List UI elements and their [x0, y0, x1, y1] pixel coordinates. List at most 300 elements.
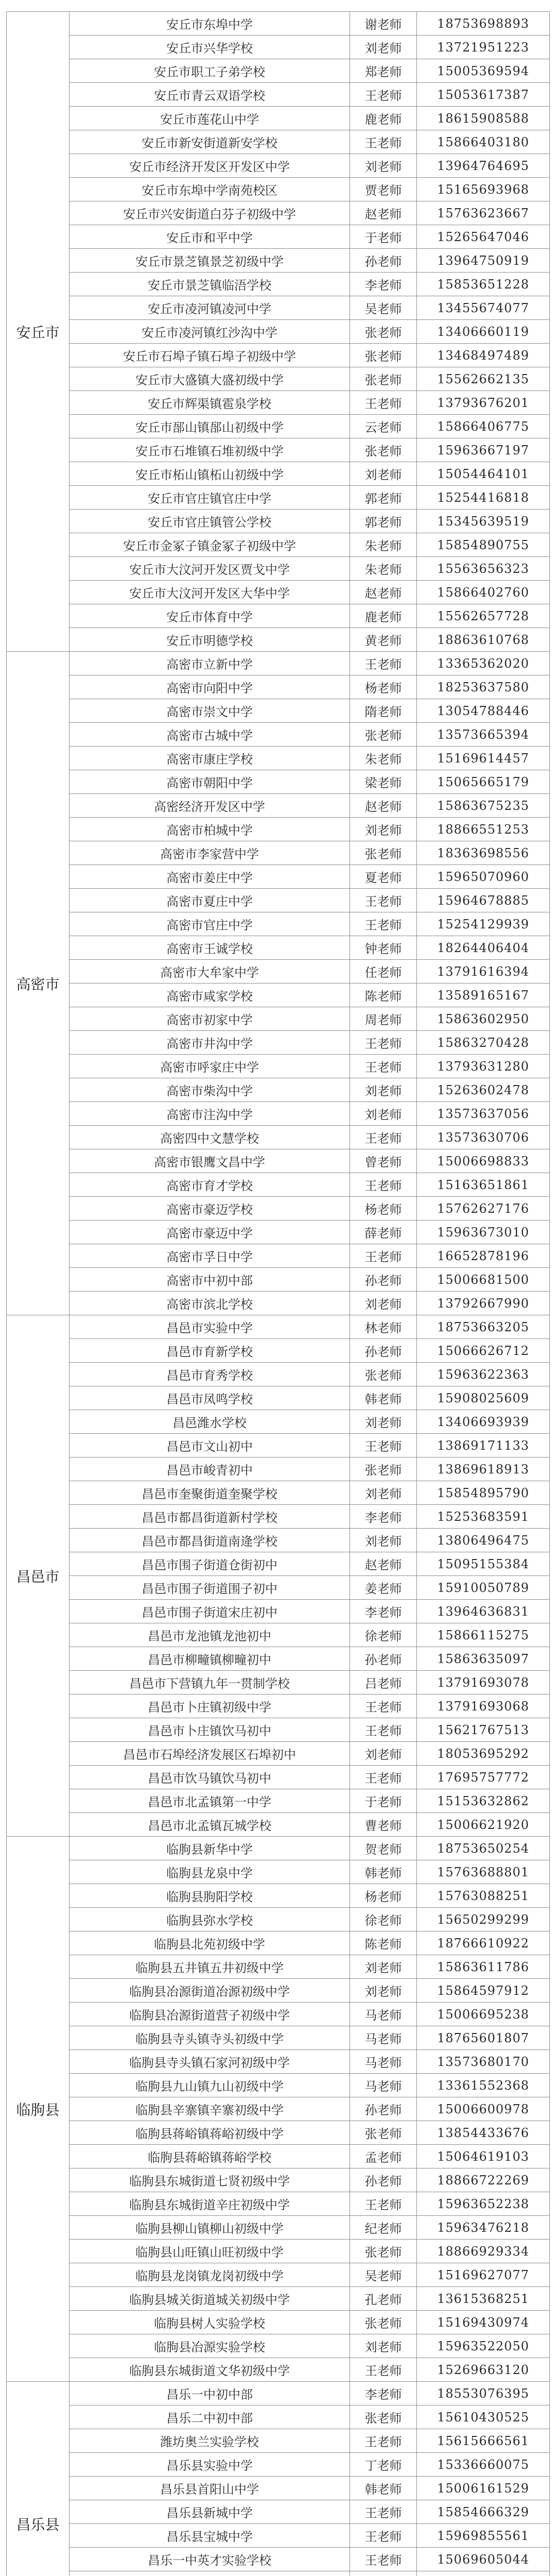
- school-name-cell: 昌邑市围子街道围子初中: [70, 1576, 350, 1599]
- teacher-name-cell: 王老师: [350, 2500, 417, 2523]
- table-row: [70, 249, 550, 273]
- school-name-cell: 安丘市辉渠镇雹泉学校: [70, 391, 350, 414]
- region-block: [7, 12, 550, 652]
- phone-number-cell: 15169430974: [417, 2311, 550, 2334]
- school-name-cell: 安丘市官庄镇官庄中学: [70, 486, 350, 509]
- table-row: [70, 1766, 550, 1789]
- teacher-name-cell: 张老师: [350, 438, 417, 462]
- phone-number-cell: 15269663120: [417, 2358, 550, 2381]
- phone-number-cell: 15006600978: [417, 2097, 550, 2121]
- phone-number-cell: 18264406404: [417, 936, 550, 959]
- school-name-cell: 昌邑市饮马镇饮马初中: [70, 1766, 350, 1789]
- region-rows: [70, 2382, 550, 2576]
- school-name-cell: 高密市朝阳中学: [70, 770, 350, 793]
- table-row: [70, 1221, 550, 1244]
- school-name-cell: 昌邑市围子街道仓街初中: [70, 1552, 350, 1575]
- phone-number-cell: 15853651228: [417, 273, 550, 296]
- table-row: [70, 2334, 550, 2358]
- teacher-name-cell: 曹老师: [350, 1813, 417, 1836]
- phone-number-cell: 15054464101: [417, 462, 550, 485]
- phone-number-cell: 15863602950: [417, 1007, 550, 1030]
- teacher-name-cell: 鹿老师: [350, 107, 417, 130]
- school-name-cell: 昌邑市都昌街道南逄学校: [70, 1529, 350, 1552]
- phone-number-cell: 13964764695: [417, 154, 550, 177]
- table-row: [70, 1576, 550, 1600]
- phone-number-cell: 15153632862: [417, 1789, 550, 1812]
- school-name-cell: 高密市李家营中学: [70, 841, 350, 865]
- table-row: [70, 628, 550, 652]
- school-name-cell: 临朐县龙岗镇龙岗初级中学: [70, 2263, 350, 2286]
- table-row: [70, 2382, 550, 2405]
- table-row: [70, 2216, 550, 2240]
- teacher-name-cell: 曾老师: [350, 1149, 417, 1173]
- phone-number-cell: 15095155384: [417, 1552, 550, 1575]
- table-row: [70, 1860, 550, 1884]
- table-row: [70, 2453, 550, 2477]
- phone-number-cell: 15854666329: [417, 2500, 550, 2523]
- teacher-name-cell: 张老师: [350, 841, 417, 865]
- table-row: [70, 1363, 550, 1386]
- table-row: [70, 960, 550, 984]
- school-name-cell: 昌邑市峻青初中: [70, 1458, 350, 1481]
- region-rows: [70, 1837, 550, 2382]
- phone-number-cell: 15053617387: [417, 83, 550, 106]
- table-row: [70, 2571, 550, 2576]
- table-row: [70, 2358, 550, 2382]
- phone-number-cell: 15562662135: [417, 367, 550, 391]
- phone-number-cell: [417, 2571, 550, 2576]
- table-row: [70, 178, 550, 201]
- phone-number-cell: 18615908588: [417, 107, 550, 130]
- school-name-cell: 临朐县东城街道辛庄初级中学: [70, 2192, 350, 2215]
- table-row: [70, 1837, 550, 1860]
- table-row: [70, 557, 550, 581]
- table-row: [70, 723, 550, 747]
- teacher-name-cell: 吴老师: [350, 296, 417, 319]
- school-name-cell: 高密市滨北学校: [70, 1292, 350, 1315]
- school-name-cell: 临朐县九山镇九山初级中学: [70, 2074, 350, 2097]
- phone-number-cell: 15854890755: [417, 533, 550, 556]
- table-row: [70, 367, 550, 391]
- table-row: [70, 83, 550, 107]
- table-row: [70, 320, 550, 344]
- teacher-name-cell: 刘老师: [350, 2334, 417, 2358]
- teacher-name-cell: 谢老师: [350, 12, 417, 35]
- phone-number-cell: 18053695292: [417, 1742, 550, 1765]
- table-row: [70, 2524, 550, 2548]
- school-name-cell: 昌乐县宝城中学: [70, 2524, 350, 2547]
- teacher-name-cell: 刘老师: [350, 462, 417, 485]
- table-row: [70, 2074, 550, 2097]
- school-name-cell: 昌邑市奎聚街道奎聚学校: [70, 1481, 350, 1504]
- teacher-name-cell: 马老师: [350, 2050, 417, 2073]
- region-label: 安丘市: [7, 12, 70, 652]
- phone-number-cell: 15345639519: [417, 510, 550, 533]
- table-row: [70, 1505, 550, 1529]
- teacher-name-cell: 陈老师: [350, 1931, 417, 1955]
- phone-number-cell: 13791693078: [417, 1671, 550, 1694]
- school-name-cell: 安丘市大汶河开发区贾戈中学: [70, 557, 350, 580]
- table-row: [70, 984, 550, 1007]
- school-name-cell: 高密市柏城中学: [70, 818, 350, 841]
- teacher-name-cell: 张老师: [350, 344, 417, 367]
- phone-number-cell: 15866406775: [417, 415, 550, 438]
- teacher-name-cell: 孙老师: [350, 249, 417, 272]
- table-row: [70, 1173, 550, 1197]
- school-name-cell: 昌乐县实验中学: [70, 2453, 350, 2476]
- school-name-cell: 高密市注沟中学: [70, 1102, 350, 1125]
- school-name-cell: 昌邑市都昌街道新村学校: [70, 1505, 350, 1528]
- table-row: [70, 1055, 550, 1078]
- table-row: [70, 510, 550, 533]
- school-name-cell: 高密市井沟中学: [70, 1031, 350, 1054]
- phone-number-cell: 13406660119: [417, 320, 550, 343]
- teacher-name-cell: 姜老师: [350, 1576, 417, 1599]
- teacher-name-cell: 刘老师: [350, 1102, 417, 1125]
- teacher-name-cell: 于老师: [350, 1789, 417, 1812]
- region-rows: [70, 12, 550, 652]
- teacher-name-cell: 刘老师: [350, 1410, 417, 1433]
- teacher-name-cell: 吕老师: [350, 1671, 417, 1694]
- phone-number-cell: 13964636831: [417, 1600, 550, 1623]
- school-name-cell: 安丘市东埠中学: [70, 12, 350, 35]
- phone-number-cell: 15910050789: [417, 1576, 550, 1599]
- teacher-name-cell: 刘老师: [350, 1955, 417, 1978]
- phone-number-cell: 15610430525: [417, 2405, 550, 2429]
- table-row: [70, 1481, 550, 1505]
- school-name-cell: 安丘市明德学校: [70, 628, 350, 651]
- teacher-name-cell: 黄老师: [350, 628, 417, 651]
- school-name-cell: 高密市豪迈学校: [70, 1197, 350, 1220]
- phone-number-cell: 13721951223: [417, 36, 550, 59]
- phone-number-cell: 15866402760: [417, 581, 550, 604]
- teacher-name-cell: 王老师: [350, 1434, 417, 1457]
- table-row: [70, 699, 550, 723]
- teacher-name-cell: 张老师: [350, 1363, 417, 1386]
- teacher-name-cell: 贺老师: [350, 1837, 417, 1860]
- phone-number-cell: 15006698833: [417, 1149, 550, 1173]
- teacher-name-cell: 王老师: [350, 1244, 417, 1267]
- table-row: [70, 1244, 550, 1268]
- table-row: [70, 818, 550, 841]
- teacher-name-cell: 朱老师: [350, 533, 417, 556]
- school-name-cell: 昌邑市北孟镇瓦城学校: [70, 1813, 350, 1836]
- phone-number-cell: 15005369594: [417, 59, 550, 82]
- table-row: [70, 2003, 550, 2026]
- phone-number-cell: 13573637056: [417, 1102, 550, 1125]
- school-name-cell: 临朐县寺头镇石家河初级中学: [70, 2050, 350, 2073]
- teacher-name-cell: 赵老师: [350, 581, 417, 604]
- region-label: 昌邑市: [7, 1315, 70, 1837]
- contact-table: [6, 11, 550, 2576]
- phone-number-cell: 15615666561: [417, 2429, 550, 2452]
- table-row: [70, 225, 550, 249]
- phone-number-cell: 17695757772: [417, 1766, 550, 1789]
- school-name-cell: 临朐县新华中学: [70, 1837, 350, 1860]
- table-row: [70, 1955, 550, 1979]
- table-row: [70, 604, 550, 628]
- phone-number-cell: 13793676201: [417, 391, 550, 414]
- teacher-name-cell: 孔老师: [350, 2287, 417, 2310]
- teacher-name-cell: 张老师: [350, 2405, 417, 2429]
- teacher-name-cell: 王老师: [350, 2358, 417, 2381]
- table-row: [70, 2145, 550, 2168]
- school-name-cell: 昌邑潍水学校: [70, 1410, 350, 1433]
- school-name-cell: 潍坊奥兰实验学校: [70, 2429, 350, 2452]
- school-name-cell: 昌邑市卜庄镇饮马初中: [70, 1718, 350, 1741]
- table-row: [70, 1789, 550, 1813]
- school-name-cell: 高密市柴沟中学: [70, 1078, 350, 1101]
- phone-number-cell: 15066626712: [417, 1339, 550, 1362]
- school-name-cell: 安丘市职工子弟学校: [70, 59, 350, 82]
- phone-number-cell: 15254416818: [417, 486, 550, 509]
- phone-number-cell: 15263602478: [417, 1078, 550, 1101]
- teacher-name-cell: 李老师: [350, 273, 417, 296]
- teacher-name-cell: 云老师: [350, 415, 417, 438]
- table-row: [70, 770, 550, 794]
- school-name-cell: 高密市王诚学校: [70, 936, 350, 959]
- region-block: [7, 652, 550, 1315]
- teacher-name-cell: 马老师: [350, 2074, 417, 2097]
- phone-number-cell: 15763623667: [417, 201, 550, 225]
- teacher-name-cell: 马老师: [350, 2003, 417, 2026]
- school-name-cell: 昌邑市龙池镇龙池初中: [70, 1623, 350, 1647]
- school-name-cell: 高密市向阳中学: [70, 675, 350, 699]
- teacher-name-cell: 林老师: [350, 1315, 417, 1338]
- phone-number-cell: 15963667197: [417, 438, 550, 462]
- teacher-name-cell: 杨老师: [350, 1197, 417, 1220]
- teacher-name-cell: 王老师: [350, 1718, 417, 1741]
- phone-number-cell: 15065665179: [417, 770, 550, 793]
- region-rows: [70, 652, 550, 1315]
- school-name-cell: 昌邑市育新学校: [70, 1339, 350, 1362]
- school-name-cell: 临朐县山旺镇山旺初级中学: [70, 2240, 350, 2263]
- school-name-cell: 安丘市金冢子镇金冢子初级中学: [70, 533, 350, 556]
- school-name-cell: 高密市官庄中学: [70, 912, 350, 936]
- table-row: [70, 2121, 550, 2145]
- school-name-cell: 昌邑市围子街道宋庄初中: [70, 1600, 350, 1623]
- table-row: [70, 1552, 550, 1576]
- teacher-name-cell: 周老师: [350, 1007, 417, 1030]
- phone-number-cell: 18866722269: [417, 2168, 550, 2192]
- school-name-cell: 高密市呼家庄中学: [70, 1055, 350, 1078]
- teacher-name-cell: 赵老师: [350, 1552, 417, 1575]
- phone-number-cell: 18765601807: [417, 2026, 550, 2049]
- teacher-name-cell: 王老师: [350, 130, 417, 154]
- teacher-name-cell: 马老师: [350, 2026, 417, 2049]
- table-row: [70, 2287, 550, 2311]
- table-row: [70, 1007, 550, 1031]
- table-row: [70, 1386, 550, 1410]
- table-row: [70, 1647, 550, 1671]
- phone-number-cell: 13365362020: [417, 652, 550, 675]
- phone-number-cell: 15763088251: [417, 1884, 550, 1907]
- school-name-cell: 临朐县北苑初级中学: [70, 1931, 350, 1955]
- school-name-cell: 昌邑市下营镇九年一贯制学校: [70, 1671, 350, 1694]
- phone-number-cell: 15169627077: [417, 2263, 550, 2286]
- teacher-name-cell: 孙老师: [350, 2097, 417, 2121]
- table-row: [70, 2548, 550, 2571]
- school-name-cell: 安丘市石埠子镇石埠子初级中学: [70, 344, 350, 367]
- teacher-name-cell: 郭老师: [350, 510, 417, 533]
- table-row: [70, 154, 550, 178]
- teacher-name-cell: 张老师: [350, 320, 417, 343]
- phone-number-cell: 15006161529: [417, 2477, 550, 2500]
- school-name-cell: 高密市银鹰文昌中学: [70, 1149, 350, 1173]
- teacher-name-cell: 王老师: [350, 912, 417, 936]
- phone-number-cell: 15254129939: [417, 912, 550, 936]
- school-name-cell: 昌邑市卜庄镇初级中学: [70, 1694, 350, 1718]
- table-row: [70, 1742, 550, 1766]
- school-name-cell: 安丘市大盛镇大盛初级中学: [70, 367, 350, 391]
- school-name-cell: 临朐县朐阳学校: [70, 1884, 350, 1907]
- teacher-name-cell: 王老师: [350, 2429, 417, 2452]
- table-row: [70, 675, 550, 699]
- school-name-cell: 安丘市东埠中学南苑校区: [70, 178, 350, 201]
- school-name-cell: 安丘市郚山镇郚山初级中学: [70, 415, 350, 438]
- phone-number-cell: 15963522050: [417, 2334, 550, 2358]
- phone-number-cell: 13573680170: [417, 2050, 550, 2073]
- phone-number-cell: 15866403180: [417, 130, 550, 154]
- table-row: [70, 533, 550, 557]
- phone-number-cell: 15965070960: [417, 865, 550, 888]
- teacher-name-cell: 孙老师: [350, 2168, 417, 2192]
- table-row: [70, 2050, 550, 2074]
- table-row: [70, 1458, 550, 1481]
- region-label: 高密市: [7, 652, 70, 1315]
- phone-number-cell: 13791693068: [417, 1694, 550, 1718]
- teacher-name-cell: 韩老师: [350, 1386, 417, 1410]
- phone-number-cell: 15069605044: [417, 2548, 550, 2571]
- school-name-cell: [70, 2571, 350, 2576]
- school-name-cell: 昌乐一中初中部: [70, 2382, 350, 2405]
- teacher-name-cell: 刘老师: [350, 36, 417, 59]
- teacher-name-cell: 徐老师: [350, 1623, 417, 1647]
- table-row: [70, 1078, 550, 1102]
- table-row: [70, 1126, 550, 1149]
- table-row: [70, 1434, 550, 1458]
- school-name-cell: 临朐县柳山镇柳山初级中学: [70, 2216, 350, 2239]
- school-name-cell: 昌邑市柳疃镇柳疃初中: [70, 1647, 350, 1670]
- teacher-name-cell: 张老师: [350, 2121, 417, 2144]
- table-row: [70, 344, 550, 367]
- school-name-cell: 临朐县东城街道文华初级中学: [70, 2358, 350, 2381]
- teacher-name-cell: 韩老师: [350, 2477, 417, 2500]
- phone-number-cell: 18753650254: [417, 1837, 550, 1860]
- teacher-name-cell: 徐老师: [350, 1908, 417, 1931]
- school-name-cell: 临朐县寺头镇寺头初级中学: [70, 2026, 350, 2049]
- teacher-name-cell: 夏老师: [350, 865, 417, 888]
- phone-number-cell: 13406693939: [417, 1410, 550, 1433]
- teacher-name-cell: 薛老师: [350, 1221, 417, 1244]
- school-name-cell: 高密经济开发区中学: [70, 794, 350, 817]
- phone-number-cell: 15963622363: [417, 1363, 550, 1386]
- table-row: [70, 841, 550, 865]
- teacher-name-cell: 王老师: [350, 1694, 417, 1718]
- phone-number-cell: 18866551253: [417, 818, 550, 841]
- school-name-cell: 昌邑市实验中学: [70, 1315, 350, 1338]
- teacher-name-cell: 张老师: [350, 2240, 417, 2263]
- teacher-name-cell: 赵老师: [350, 794, 417, 817]
- table-row: [70, 273, 550, 296]
- phone-number-cell: 18766610922: [417, 1931, 550, 1955]
- table-row: [70, 1149, 550, 1173]
- school-name-cell: 高密市大牟家中学: [70, 960, 350, 983]
- table-row: [70, 1292, 550, 1315]
- table-row: [70, 130, 550, 154]
- table-row: [70, 296, 550, 320]
- phone-number-cell: 13791616394: [417, 960, 550, 983]
- phone-number-cell: 15006695238: [417, 2003, 550, 2026]
- school-name-cell: 昌邑市育秀学校: [70, 1363, 350, 1386]
- table-row: [70, 1031, 550, 1055]
- school-name-cell: 安丘市莲花山中学: [70, 107, 350, 130]
- school-name-cell: 昌邑市凤鸣学校: [70, 1386, 350, 1410]
- phone-number-cell: 15006621920: [417, 1813, 550, 1836]
- teacher-name-cell: 王老师: [350, 83, 417, 106]
- school-name-cell: 昌邑市北孟镇第一中学: [70, 1789, 350, 1812]
- teacher-name-cell: 刘老师: [350, 1742, 417, 1765]
- school-name-cell: 高密四中文慧学校: [70, 1126, 350, 1149]
- phone-number-cell: 15006681500: [417, 1268, 550, 1291]
- school-name-cell: 临朐县弥水学校: [70, 1908, 350, 1931]
- teacher-name-cell: 纪老师: [350, 2216, 417, 2239]
- school-name-cell: 安丘市官庄镇管公学校: [70, 510, 350, 533]
- school-name-cell: 安丘市兴安街道白芬子初级中学: [70, 201, 350, 225]
- school-name-cell: 昌乐二中初中部: [70, 2405, 350, 2429]
- teacher-name-cell: 杨老师: [350, 675, 417, 699]
- teacher-name-cell: 丁老师: [350, 2453, 417, 2476]
- table-row: [70, 1268, 550, 1292]
- table-row: [70, 2263, 550, 2287]
- phone-number-cell: 15064619103: [417, 2145, 550, 2168]
- teacher-name-cell: 王老师: [350, 652, 417, 675]
- phone-number-cell: 15964678885: [417, 889, 550, 912]
- school-name-cell: 临朐县龙泉中学: [70, 1860, 350, 1884]
- school-name-cell: 昌乐县首阳山中学: [70, 2477, 350, 2500]
- region-label: 昌乐县: [7, 2382, 70, 2576]
- table-row: [70, 1694, 550, 1718]
- phone-number-cell: 13615368251: [417, 2287, 550, 2310]
- phone-number-cell: 15650299299: [417, 1908, 550, 1931]
- table-row: [70, 1623, 550, 1647]
- table-row: [70, 1931, 550, 1955]
- table-row: [70, 865, 550, 889]
- phone-number-cell: 13455674077: [417, 296, 550, 319]
- table-row: [70, 581, 550, 604]
- school-name-cell: 安丘市凌河镇凌河中学: [70, 296, 350, 319]
- school-name-cell: 昌邑市文山初中: [70, 1434, 350, 1457]
- school-name-cell: 安丘市景芝镇景芝初级中学: [70, 249, 350, 272]
- teacher-name-cell: 李老师: [350, 2382, 417, 2405]
- table-row: [70, 12, 550, 36]
- phone-number-cell: 15562657728: [417, 604, 550, 628]
- teacher-name-cell: 孙老师: [350, 1339, 417, 1362]
- school-name-cell: 安丘市大汶河开发区大华中学: [70, 581, 350, 604]
- school-name-cell: 临朐县辛寨镇辛寨初级中学: [70, 2097, 350, 2121]
- table-row: [70, 438, 550, 462]
- teacher-name-cell: 朱老师: [350, 557, 417, 580]
- phone-number-cell: 18863610768: [417, 628, 550, 651]
- phone-number-cell: 13964750919: [417, 249, 550, 272]
- table-row: [70, 652, 550, 675]
- teacher-name-cell: 梁老师: [350, 770, 417, 793]
- table-row: [70, 201, 550, 225]
- phone-number-cell: 15621767513: [417, 1718, 550, 1741]
- region-rows: [70, 1315, 550, 1837]
- phone-number-cell: 18363698556: [417, 841, 550, 865]
- teacher-name-cell: 王老师: [350, 1766, 417, 1789]
